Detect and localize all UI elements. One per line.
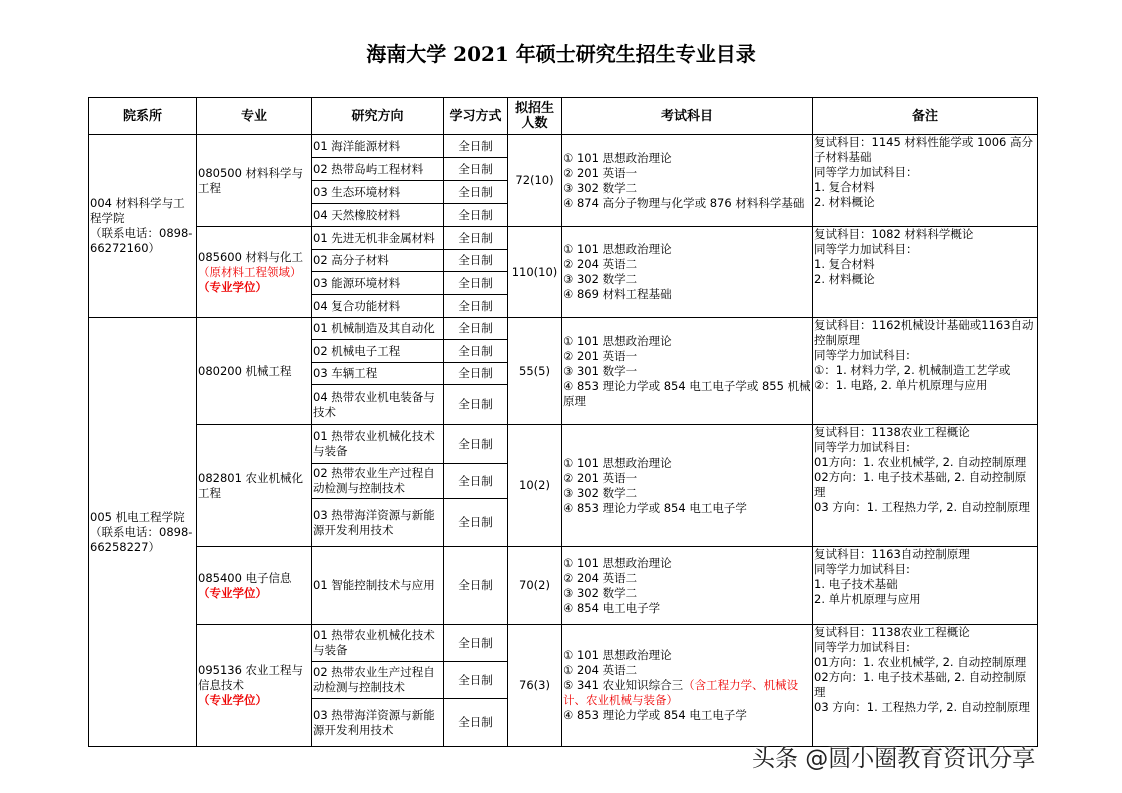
remark-line: ②：1. 电路, 2. 单片机原理与应用 [814,378,988,392]
study-mode: 全日制 [444,499,508,547]
exam-item [563,364,811,379]
header-study-mode: 学习方式 [444,98,508,135]
research-direction: 02 机械电子工程 [312,340,444,363]
exam-item [563,334,811,349]
exam-text: ① 101 思想政治理论 [563,333,672,348]
exam-item [563,556,811,571]
remark-line: 同等学力加试科目： [814,242,918,256]
exam-item [563,586,811,601]
exam-item [563,151,811,166]
remark-line: 复试科目：1138农业工程概论 [814,625,970,639]
research-direction: 04 热带农业机电装备与技术 [312,385,444,425]
major-name: 082801 农业机械化工程 [198,470,304,500]
remark-line: 同等学力加试科目: [814,640,910,654]
remark-line: 03 方向：1. 工程热力学, 2. 自动控制原理 [814,700,1030,714]
quota: 72(10) [508,135,562,227]
research-direction: 02 热带岛屿工程材料 [312,158,444,181]
exam-item [563,678,811,708]
header-department: 院系所 [89,98,197,135]
study-mode: 全日制 [444,464,508,499]
exam-item [563,272,811,287]
study-mode: 全日制 [444,181,508,204]
exam-item [563,196,811,211]
remark-line: 03 方向：1. 工程热力学, 2. 自动控制原理 [814,500,1030,514]
major-name: 095136 农业工程与信息技术 [198,663,304,692]
exam-item [563,181,811,196]
exam-item [563,456,811,471]
exam-text: ② 204 英语二 [563,570,638,585]
study-mode: 全日制 [444,204,508,227]
exam-text: ④ 854 电工电子学 [563,600,661,615]
exam-text: ① 101 思想政治理论 [563,455,672,470]
major-cell [197,625,312,747]
table-row [89,227,1038,250]
research-direction: 02 热带农业生产过程自动检测与控制技术 [312,662,444,699]
exam-subjects [562,547,813,625]
exam-item [563,166,811,181]
exam-item [563,257,811,272]
remark-line: 同等学力加试科目: [814,440,910,454]
research-direction: 03 热带海洋资源与新能源开发利用技术 [312,699,444,747]
major-note: （原材料工程领域） [198,264,302,279]
exam-text: ② 201 英语一 [563,348,638,363]
exam-item [563,571,811,586]
exam-text: ③ 302 数学二 [563,272,638,286]
research-direction: 04 天然橡胶材料 [312,204,444,227]
major-name: 085600 材料与化工 [198,249,304,264]
remark-line: 2. 单片机原理与应用 [814,592,921,606]
remarks [813,318,1038,425]
study-mode: 全日制 [444,318,508,340]
study-mode: 全日制 [444,425,508,464]
table-row [89,547,1038,625]
major-name: 080500 材料科学与工程 [198,165,304,195]
quota: 110(10) [508,227,562,318]
department-cell [89,318,197,747]
research-direction: 01 热带农业机械化技术与装备 [312,625,444,662]
quota: 55(5) [508,318,562,425]
research-direction: 04 复合功能材料 [312,295,444,318]
table-row [89,135,1038,158]
exam-text: ① 101 思想政治理论 [563,242,672,256]
research-direction: 01 智能控制技术与应用 [312,547,444,625]
table-row [89,425,1038,464]
major-cell [197,135,312,227]
quota: 76(3) [508,625,562,747]
remarks [813,547,1038,625]
page-title: 海南大学 2021 年硕士研究生招生专业目录 [366,42,756,66]
quota: 70(2) [508,547,562,625]
header-direction: 研究方向 [312,98,444,135]
exam-text: ④ 853 理论力学或 854 电工电子学或 855 机械原理 [563,378,811,408]
header-remarks: 备注 [813,98,1038,135]
exam-item [563,601,811,616]
quota: 10(2) [508,425,562,547]
study-mode: 全日制 [444,158,508,181]
exam-subjects [562,135,813,227]
exam-item [563,501,811,516]
exam-text: ① 204 英语二 [563,663,638,677]
header-exams: 考试科目 [562,98,813,135]
exam-item [563,648,811,663]
research-direction: 03 能源环境材料 [312,272,444,295]
study-mode: 全日制 [444,662,508,699]
table-row [89,318,1038,340]
remark-line: 同等学力加试科目: [814,348,910,362]
department-name: 005 机电工程学院 [90,509,185,524]
exam-item [563,287,811,302]
exam-text: ③ 302 数学二 [563,180,638,195]
exam-text: ④ 874 高分子物理与化学或 876 材料科学基础 [563,195,805,210]
remarks [813,135,1038,227]
exam-text: ② 204 英语二 [563,257,638,271]
department-phone: （联系电话：0898-66258227） [90,524,193,554]
exam-item [563,349,811,364]
research-direction: 01 机械制造及其自动化 [312,318,444,340]
research-direction: 02 热带农业生产过程自动检测与控制技术 [312,464,444,499]
remark-line: 2. 材料概论 [814,195,875,209]
exam-text: ① 101 思想政治理论 [563,555,672,570]
remark-line: 1. 复合材料 [814,180,875,194]
professional-degree-tag: （专业学位） [198,693,267,707]
study-mode: 全日制 [444,135,508,158]
major-cell [197,547,312,625]
exam-subjects [562,227,813,318]
department-name: 004 材料科学与工程学院 [90,196,185,225]
remark-line: 02方向：1. 电子技术基础, 2. 自动控制原理 [814,670,1027,699]
study-mode: 全日制 [444,340,508,363]
exam-item [563,486,811,501]
header-major: 专业 [197,98,312,135]
major-cell [197,425,312,547]
remark-line: 复试科目：1162机械设计基础或1163自动控制原理 [814,318,1034,347]
exam-item [563,379,811,409]
exam-text: ② 201 英语一 [563,470,638,485]
remark-line: 1. 电子技术基础 [814,577,898,591]
exam-text: ② 201 英语一 [563,165,638,180]
exam-text: ④ 869 材料工程基础 [563,287,672,301]
remark-line: 复试科目：1145 材料性能学或 1006 高分子材料基础 [814,135,1033,164]
catalog-table [88,97,1038,747]
remark-line: 01方向：1. 农业机械学, 2. 自动控制原理 [814,655,1027,669]
exam-item [563,471,811,486]
remark-line: 1. 复合材料 [814,257,875,271]
exam-text: ④ 853 理论力学或 854 电工电子学 [563,500,747,515]
study-mode: 全日制 [444,547,508,625]
remark-line: 02方向：1. 电子技术基础, 2. 自动控制原理 [814,470,1027,499]
research-direction: 01 热带农业机械化技术与装备 [312,425,444,464]
research-direction: 01 先进无机非金属材料 [312,227,444,250]
exam-subjects [562,625,813,747]
remark-line: 复试科目：1138农业工程概论 [814,425,970,439]
exam-text: ③ 301 数学一 [563,363,638,378]
department-cell [89,135,197,318]
research-direction: 01 海洋能源材料 [312,135,444,158]
study-mode: 全日制 [444,363,508,385]
major-cell [197,227,312,318]
exam-subjects [562,318,813,425]
remark-line: 复试科目：1082 材料科学概论 [814,227,974,241]
department-phone: （联系电话：0898-66272160） [90,226,193,255]
table-row [89,625,1038,662]
remark-line: 同等学力加试科目: [814,562,910,576]
major-cell [197,318,312,425]
exam-text: ① 101 思想政治理论 [563,150,672,165]
exam-text: ③ 302 数学二 [563,485,638,500]
research-direction: 03 车辆工程 [312,363,444,385]
study-mode: 全日制 [444,295,508,318]
exam-item [563,242,811,257]
major-name: 085400 电子信息 [198,570,292,585]
remarks [813,425,1038,547]
research-direction: 03 热带海洋资源与新能源开发利用技术 [312,499,444,547]
research-direction: 02 高分子材料 [312,250,444,272]
remark-line: 复试科目：1163自动控制原理 [814,547,970,561]
study-mode: 全日制 [444,699,508,747]
exam-text: ⑤ 341 农业知识综合三 [563,678,684,692]
exam-item [563,663,811,678]
exam-text: ④ 853 理论力学或 854 电工电子学 [563,708,747,722]
study-mode: 全日制 [444,385,508,425]
exam-text: ① 101 思想政治理论 [563,648,672,662]
major-name: 080200 机械工程 [198,363,292,378]
remarks [813,227,1038,318]
study-mode: 全日制 [444,625,508,662]
exam-subjects [562,425,813,547]
study-mode: 全日制 [444,272,508,295]
remark-line: 同等学力加试科目： [814,165,918,179]
remarks [813,625,1038,747]
professional-degree-tag: （专业学位） [198,585,267,600]
remark-line: 01方向：1. 农业机械学, 2. 自动控制原理 [814,455,1027,469]
header-row [89,98,1038,135]
exam-text: ③ 302 数学二 [563,585,638,600]
professional-degree-tag: （专业学位） [198,279,267,294]
watermark: 头条 @圆小圈教育资讯分享 [752,746,1036,772]
study-mode: 全日制 [444,227,508,250]
header-quota: 拟招生人数 [508,98,562,135]
exam-item [563,708,811,723]
remark-line: 2. 材料概论 [814,272,875,286]
remark-line: ①：1. 材料力学, 2. 机械制造工艺学或 [814,363,1011,377]
study-mode: 全日制 [444,250,508,272]
research-direction: 03 生态环境材料 [312,181,444,204]
exam-note: （含工程力学、机械设计、农业机械与装备） [563,678,799,707]
